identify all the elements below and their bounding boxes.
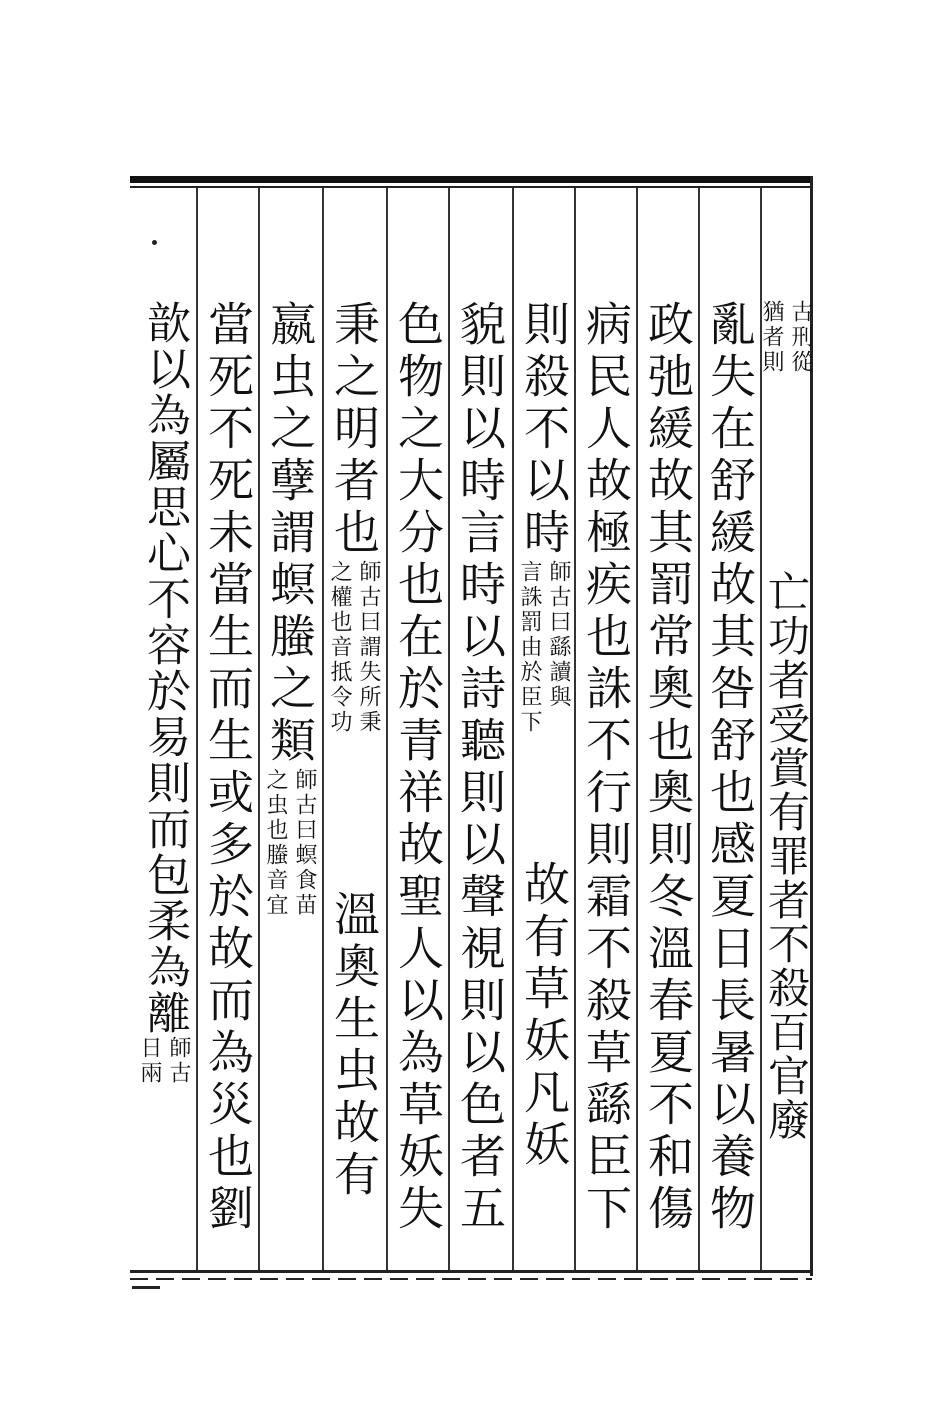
main-text: 嬴虫之孽謂螟螣之類 [263,300,317,768]
main-text: 溫奧生虫故有 [327,890,381,1202]
annotation-line: 日兩 [137,1036,162,1086]
main-text: 政弛緩故其罰常奧也奧則冬溫春夏不和傷 [641,300,695,1236]
text-column-3 [638,300,698,1265]
annotation-block [516,560,572,860]
annotation-line: 猶者則 [759,300,784,375]
annotation-line: 師古曰繇讀與 [546,560,571,710]
main-text: 亡功者受賞有罪者不殺百官廢 [762,570,811,1142]
annotation-block [758,300,814,570]
annotation-line: 之虫也螣音宜 [263,768,288,918]
text-column-1 [756,300,816,1265]
text-column-6 [450,300,510,1265]
main-text: 故有草妖凡妖 [517,860,571,1172]
frame-bottom-border [130,1270,812,1273]
annotation-line: 言誅罰由於臣下 [517,560,542,735]
text-column-4 [576,300,636,1265]
text-column-2 [700,300,760,1265]
annotation-line: 師古曰螟食苗 [292,768,317,918]
annotation-line: 之權也音抵令功 [327,560,352,735]
main-text: 則殺不以時 [517,300,571,560]
annotation-block [326,560,382,890]
annotation-block [136,1036,192,1116]
corner-mark [132,1270,160,1289]
main-text: 亂失在舒緩故其咎舒也感夏日長暑以養物 [703,300,757,1236]
main-text: 貌則以時言時以詩聽則以聲視則以色者五 [453,300,507,1236]
main-text: 當死不死未當生而生或多於故而為災也劉 [201,300,255,1236]
annotation-line: 師古 [166,1036,191,1086]
ink-dot [152,240,157,245]
text-column-9 [260,300,320,1265]
text-column-5 [514,300,574,1265]
main-text: 病民人故極疾也誅不行則霜不殺草繇臣下 [579,300,633,1236]
main-text: 秉之明者也 [327,300,381,560]
text-column-11 [134,300,194,1265]
text-column-10 [198,300,258,1265]
frame-top-inner-border [130,186,812,188]
annotation-line: 師古曰謂失所秉 [356,560,381,735]
frame-top-border [130,176,812,183]
main-text: 歆以為屬思心不容於易則而包柔為離 [139,300,190,1036]
text-column-7 [388,300,448,1265]
main-text: 色物之大分也在於青祥故聖人以為草妖失 [391,300,445,1236]
text-column-8 [324,300,384,1265]
annotation-block [262,768,318,1208]
frame-bottom-dashed-border [130,1278,812,1280]
annotation-line: 古刑從 [788,300,813,375]
